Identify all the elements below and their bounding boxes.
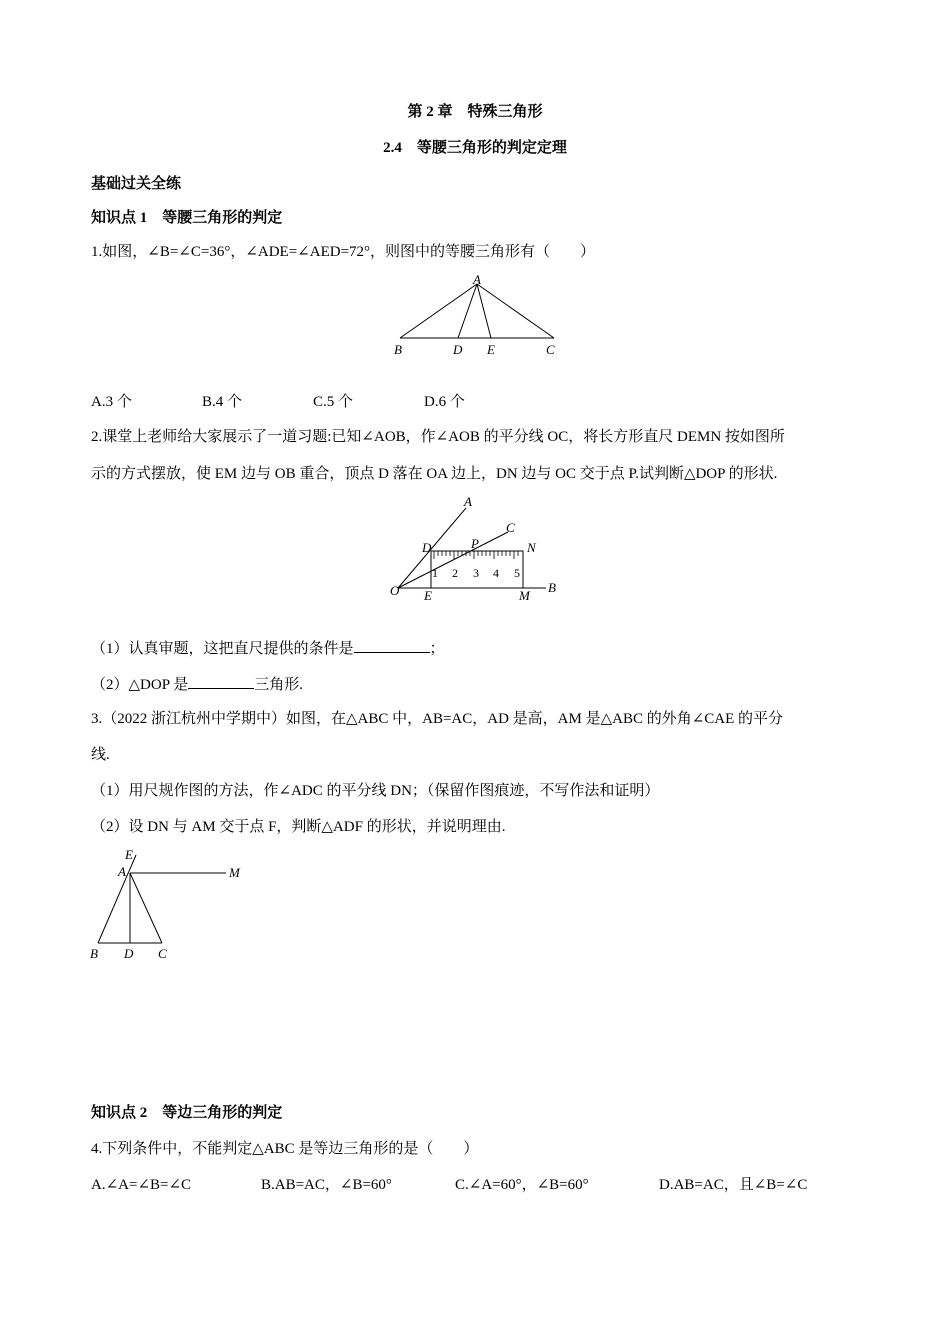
option-c[interactable]: C.5 个 <box>313 394 354 410</box>
ruler-number-4: 4 <box>493 566 499 580</box>
ruler-number-5: 5 <box>514 566 520 580</box>
question-4-stem: 4.下列条件中，不能判定△ABC 是等边三角形的是（ ） <box>91 1141 479 1157</box>
label-d: D <box>422 540 432 555</box>
ruler-number-2: 2 <box>452 566 458 580</box>
label-e: E <box>125 847 133 862</box>
option-d[interactable]: D.AB=AC，且∠B=∠C <box>659 1177 808 1193</box>
question-3-part-1: （1）用尺规作图的方法，作∠ADC 的平分线 DN；（保留作图痕迹，不写作法和证明） <box>91 783 660 799</box>
label-a: A <box>473 272 481 287</box>
part-1-prompt: （1）认真审题，这把直尺提供的条件是 <box>91 641 354 657</box>
section-title: 2.4 等腰三角形的判定定理 <box>383 140 567 156</box>
question-3-stem-line-1: 3.（2022 浙江杭州中学期中）如图，在△ABC 中，AB=AC，AD 是高，AM 是△ABC 的外角∠CAE 的平分 <box>91 711 784 727</box>
question-1-stem: 1.如图，∠B=∠C=36°，∠ADE=∠AED=72°，则图中的等腰三角形有（ ） <box>91 244 596 260</box>
label-e: E <box>487 342 495 357</box>
label-c: C <box>506 520 515 535</box>
segment-ad <box>458 284 477 338</box>
option-b[interactable]: B.4 个 <box>202 394 243 410</box>
label-b: B <box>394 342 402 357</box>
ruler-number-3: 3 <box>473 566 479 580</box>
label-b: B <box>548 580 556 595</box>
part-2-suffix: 三角形. <box>254 677 304 693</box>
label-e: E <box>424 588 432 603</box>
label-b: B <box>90 946 98 961</box>
option-a[interactable]: A.∠A=∠B=∠C <box>91 1177 192 1193</box>
question-1-figure <box>390 272 570 362</box>
label-n: N <box>527 540 536 555</box>
question-3-figure <box>86 845 256 970</box>
label-o: O <box>390 583 400 598</box>
label-d: D <box>124 946 134 961</box>
label-m: M <box>519 588 530 603</box>
label-d: D <box>453 342 463 357</box>
question-2-figure <box>388 492 568 607</box>
option-d[interactable]: D.6 个 <box>424 394 465 410</box>
question-2-part-2 <box>91 673 303 695</box>
label-c: C <box>546 342 555 357</box>
label-m: M <box>229 865 240 880</box>
label-a: A <box>464 494 472 509</box>
label-c: C <box>158 946 167 961</box>
answer-blank-2[interactable] <box>188 673 254 689</box>
segment-ab <box>400 284 477 338</box>
knowledge-point-1-title: 知识点 1 等腰三角形的判定 <box>91 210 283 226</box>
option-a[interactable]: A.3 个 <box>91 394 132 410</box>
knowledge-point-2-title: 知识点 2 等边三角形的判定 <box>91 1105 283 1121</box>
part-2-prompt: （2）△DOP 是 <box>91 677 189 693</box>
label-p: P <box>471 536 479 551</box>
practice-title: 基础过关全练 <box>91 176 182 192</box>
ruler-number-1: 1 <box>432 566 438 580</box>
answer-blank-1[interactable] <box>354 637 430 653</box>
part-1-suffix: ； <box>429 641 445 657</box>
question-2-stem-line-2: 示的方式摆放，使 EM 边与 OB 重合，顶点 D 落在 OA 边上，DN 边与 OC 交于点 P.试判断△DOP 的形状. <box>91 466 778 482</box>
option-c[interactable]: C.∠A=60°，∠B=60° <box>455 1177 589 1193</box>
question-2-stem-line-1: 2.课堂上老师给大家展示了一道习题:已知∠AOB，作∠AOB 的平分线 OC，将长方形直尺 DEMN 按如图所 <box>91 429 785 445</box>
segment-ac <box>130 873 162 943</box>
option-b[interactable]: B.AB=AC，∠B=60° <box>261 1177 392 1193</box>
question-2-part-1 <box>91 637 445 659</box>
question-3-stem-line-2: 线. <box>91 747 110 763</box>
chapter-title: 第 2 章 特殊三角形 <box>407 104 543 120</box>
label-a: A <box>118 864 126 879</box>
question-3-part-2: （2）设 DN 与 AM 交于点 F，判断△ADF 的形状，并说明理由. <box>91 819 506 835</box>
